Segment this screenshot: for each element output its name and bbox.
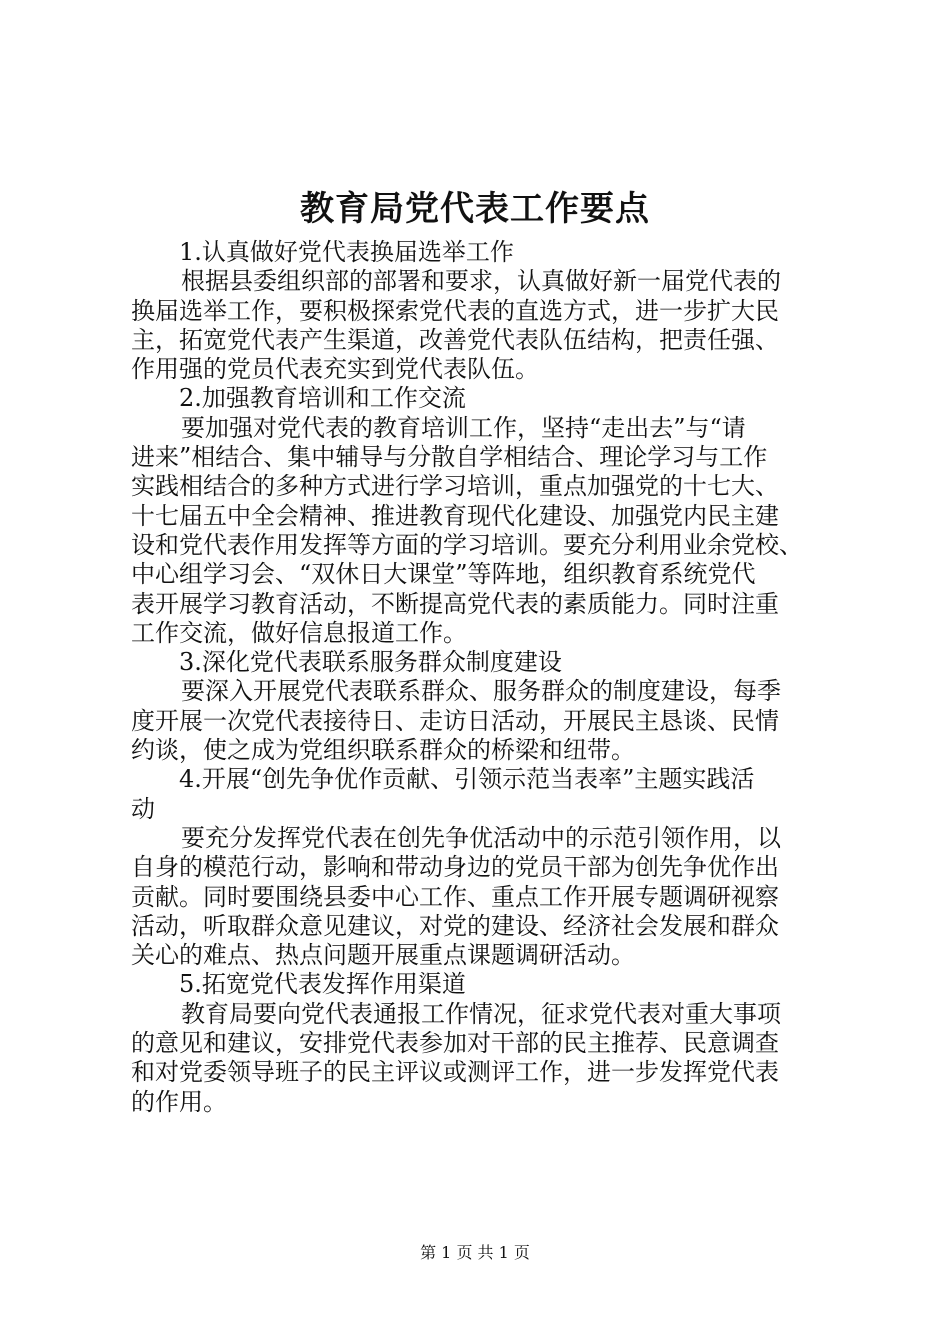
paragraph-line: 教育局要向党代表通报工作情况，征求党代表对重大事项 (181, 999, 781, 1028)
paragraph-line: 实践相结合的多种方式进行学习培训，重点加强党的十七大、 (131, 472, 779, 501)
page-title: 教育局党代表工作要点 (300, 189, 650, 229)
paragraph-line: 约谈，使之成为党组织联系群众的桥梁和纽带。 (131, 736, 635, 765)
paragraph-line: 作用强的党员代表充实到党代表队伍。 (131, 355, 539, 384)
section-2-heading: 2.加强教育培训和工作交流 (179, 384, 466, 413)
paragraph-line: 十七届五中全会精神、推进教育现代化建设、加强党内民主建 (131, 501, 779, 530)
paragraph-line: 换届选举工作，要积极探索党代表的直选方式，进一步扩大民 (131, 296, 779, 325)
document-body (131, 238, 831, 1117)
paragraph-line: 主，拓宽党代表产生渠道，改善党代表队伍结构，把责任强、 (131, 325, 779, 354)
page-footer: 第 1 页 共 1 页 (420, 1243, 530, 1262)
paragraph-line: 要加强对党代表的教育培训工作，坚持“走出去”与“请 (181, 413, 746, 442)
paragraph-line: 表开展学习教育活动，不断提高党代表的素质能力。同时注重 (131, 589, 779, 618)
paragraph-line: 要充分发挥党代表在创先争优活动中的示范引领作用，以 (181, 823, 781, 852)
section-4-heading-continuation: 动 (131, 794, 155, 823)
section-5-heading: 5.拓宽党代表发挥作用渠道 (179, 970, 466, 999)
paragraph-line: 工作交流，做好信息报道工作。 (131, 618, 467, 647)
section-1-heading: 1.认真做好党代表换届选举工作 (179, 238, 514, 266)
paragraph-line: 进来”相结合、集中辅导与分散自学相结合、理论学习与工作 (131, 443, 768, 472)
paragraph-line: 的意见和建议，安排党代表参加对干部的民主推荐、民意调查 (131, 1029, 779, 1058)
paragraph-line: 活动，听取群众意见建议，对党的建设、经济社会发展和群众 (131, 911, 779, 940)
section-4-heading: 4.开展“创先争优作贡献、引领示范当表率”主题实践活 (179, 765, 755, 794)
paragraph-line: 设和党代表作用发挥等方面的学习培训。要充分利用业余党校、 (131, 530, 803, 559)
section-3-heading: 3.深化党代表联系服务群众制度建设 (179, 648, 562, 677)
paragraph-line: 贡献。同时要围绕县委中心工作、重点工作开展专题调研视察 (131, 882, 779, 911)
paragraph-line: 根据县委组织部的部署和要求，认真做好新一届党代表的 (181, 267, 781, 296)
paragraph-line: 度开展一次党代表接待日、走访日活动，开展民主恳谈、民情 (131, 706, 779, 735)
paragraph-line: 的作用。 (131, 1087, 227, 1116)
paragraph-line: 和对党委领导班子的民主评议或测评工作，进一步发挥党代表 (131, 1058, 779, 1087)
paragraph-line: 要深入开展党代表联系群众、服务群众的制度建设，每季 (181, 677, 781, 706)
paragraph-line: 中心组学习会、“双休日大课堂”等阵地，组织教育系统党代 (131, 560, 756, 589)
paragraph-line: 自身的模范行动，影响和带动身边的党员干部为创先争优作出 (131, 853, 779, 882)
paragraph-line: 关心的难点、热点问题开展重点课题调研活动。 (131, 941, 635, 970)
